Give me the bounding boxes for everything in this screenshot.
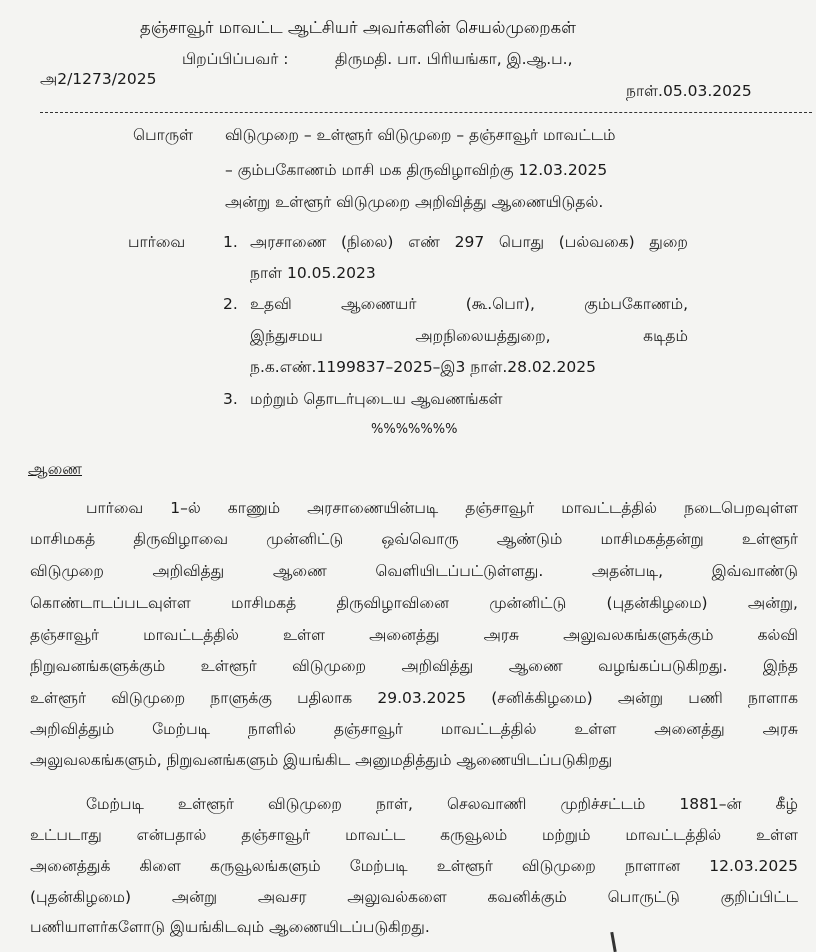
subject-line: அன்று உள்ளூர் விடுமுறை அறிவித்து ஆணையிடுதல். [225,193,604,211]
order-paragraph-line: பார்வை 1–ல் காணும் அரசாணையின்படி தஞ்சாவூர் மாவட்டத்தில் நடைபெறவுள்ள [86,499,798,517]
reference-number-3: 3. [223,390,238,408]
order-heading: ஆணை [28,460,82,478]
subject-line: – கும்பகோணம் மாசி மக திருவிழாவிற்கு 12.03.2025 [225,161,608,179]
document-date: நாள்.05.03.2025 [626,82,752,100]
order-paragraph-line: மேற்படி உள்ளூர் விடுமுறை நாள், செலவாணி முறிச்சட்டம் 1881–ன் கீழ் [86,795,798,813]
document-title: தஞ்சாவூர் மாவட்ட ஆட்சியர் அவர்களின் செயல்முறைகள் [140,18,577,37]
reference-number-2: 2. [223,295,238,313]
reference-line: நாள் 10.05.2023 [250,264,376,282]
order-paragraph-line: விடுமுறை அறிவித்து ஆணை வெளியிடப்பட்டுள்ளது. அதன்படி, இவ்வாண்டு [30,562,798,580]
order-paragraph-line: தஞ்சாவூர் மாவட்டத்தில் உள்ள அனைத்து அரசு அலுவலகங்களுக்கும் கல்வி [30,626,798,644]
reference-number: அ2/1273/2025 [40,70,157,88]
header-divider [40,112,812,113]
subject-line: விடுமுறை – உள்ளூர் விடுமுறை – தஞ்சாவூர் மாவட்டம் [225,126,616,144]
order-paragraph-line: அனைத்துக் கிளை கருவூலங்களும் மேற்படி உள்ளூர் விடுமுறை நாளான 12.03.2025 [30,857,798,875]
presenter-label: பிறப்பிப்பவர் : [182,50,289,68]
subject-label: பொருள் [133,126,194,144]
reference-line: மற்றும் தொடர்புடைய ஆவணங்கள் [250,390,503,408]
reference-line: ந.க.எண்.1199837–2025–இ3 நாள்.28.02.2025 [250,358,597,376]
reference-line: இந்துசமய அறநிலையத்துறை, கடிதம் [250,327,688,345]
presenter-name: திருமதி. பா. பிரியங்கா, இ.ஆ.ப., [335,50,573,68]
order-paragraph-line: (புதன்கிழமை) அன்று அவசர அலுவல்களை கவனிக்கும் பொருட்டு குறிப்பிட்ட [30,888,798,906]
order-paragraph-line: உள்ளூர் விடுமுறை நாளுக்கு பதிலாக 29.03.2025 (சனிக்கிழமை) அன்று பணி நாளாக [30,689,798,707]
order-paragraph-line: கொண்டாடப்படவுள்ள மாசிமகத் திருவிழாவினை முன்னிட்டு (புதன்கிழமை) அன்று, [30,594,798,612]
signature-stroke [610,932,616,952]
order-paragraph-line: அறிவித்தும் மேற்படி நாளில் தஞ்சாவூர் மாவட்டத்தில் உள்ள அனைத்து அரசு [30,720,798,738]
references-label: பார்வை [128,233,186,251]
order-paragraph-line: மாசிமகத் திருவிழாவை முன்னிட்டு ஒவ்வொரு ஆண்டும் மாசிமகத்தன்று உள்ளூர் [30,530,798,548]
order-paragraph-line: நிறுவனங்களுக்கும் உள்ளூர் விடுமுறை அறிவித்து ஆணை வழங்கப்படுகிறது. இந்த [30,657,798,675]
section-separator: %%%%%%% [371,422,458,437]
reference-number-1: 1. [223,233,238,251]
order-paragraph-line: பணியாளர்களோடு இயங்கிடவும் ஆணையிடப்படுகிறது. [30,918,430,936]
reference-line: அரசாணை (நிலை) எண் 297 பொது (பல்வகை) துறை [250,233,688,251]
order-paragraph-line: அலுவலகங்களும், நிறுவனங்களும் இயங்கிட அனுமதித்தும் ஆணையிடப்படுகிறது [30,751,613,769]
reference-line: உதவி ஆணையர் (கூ.பொ), கும்பகோணம், [250,295,688,313]
order-paragraph-line: உட்படாது என்பதால் தஞ்சாவூர் மாவட்ட கருவூலம் மற்றும் மாவட்டத்தில் உள்ள [30,826,798,844]
